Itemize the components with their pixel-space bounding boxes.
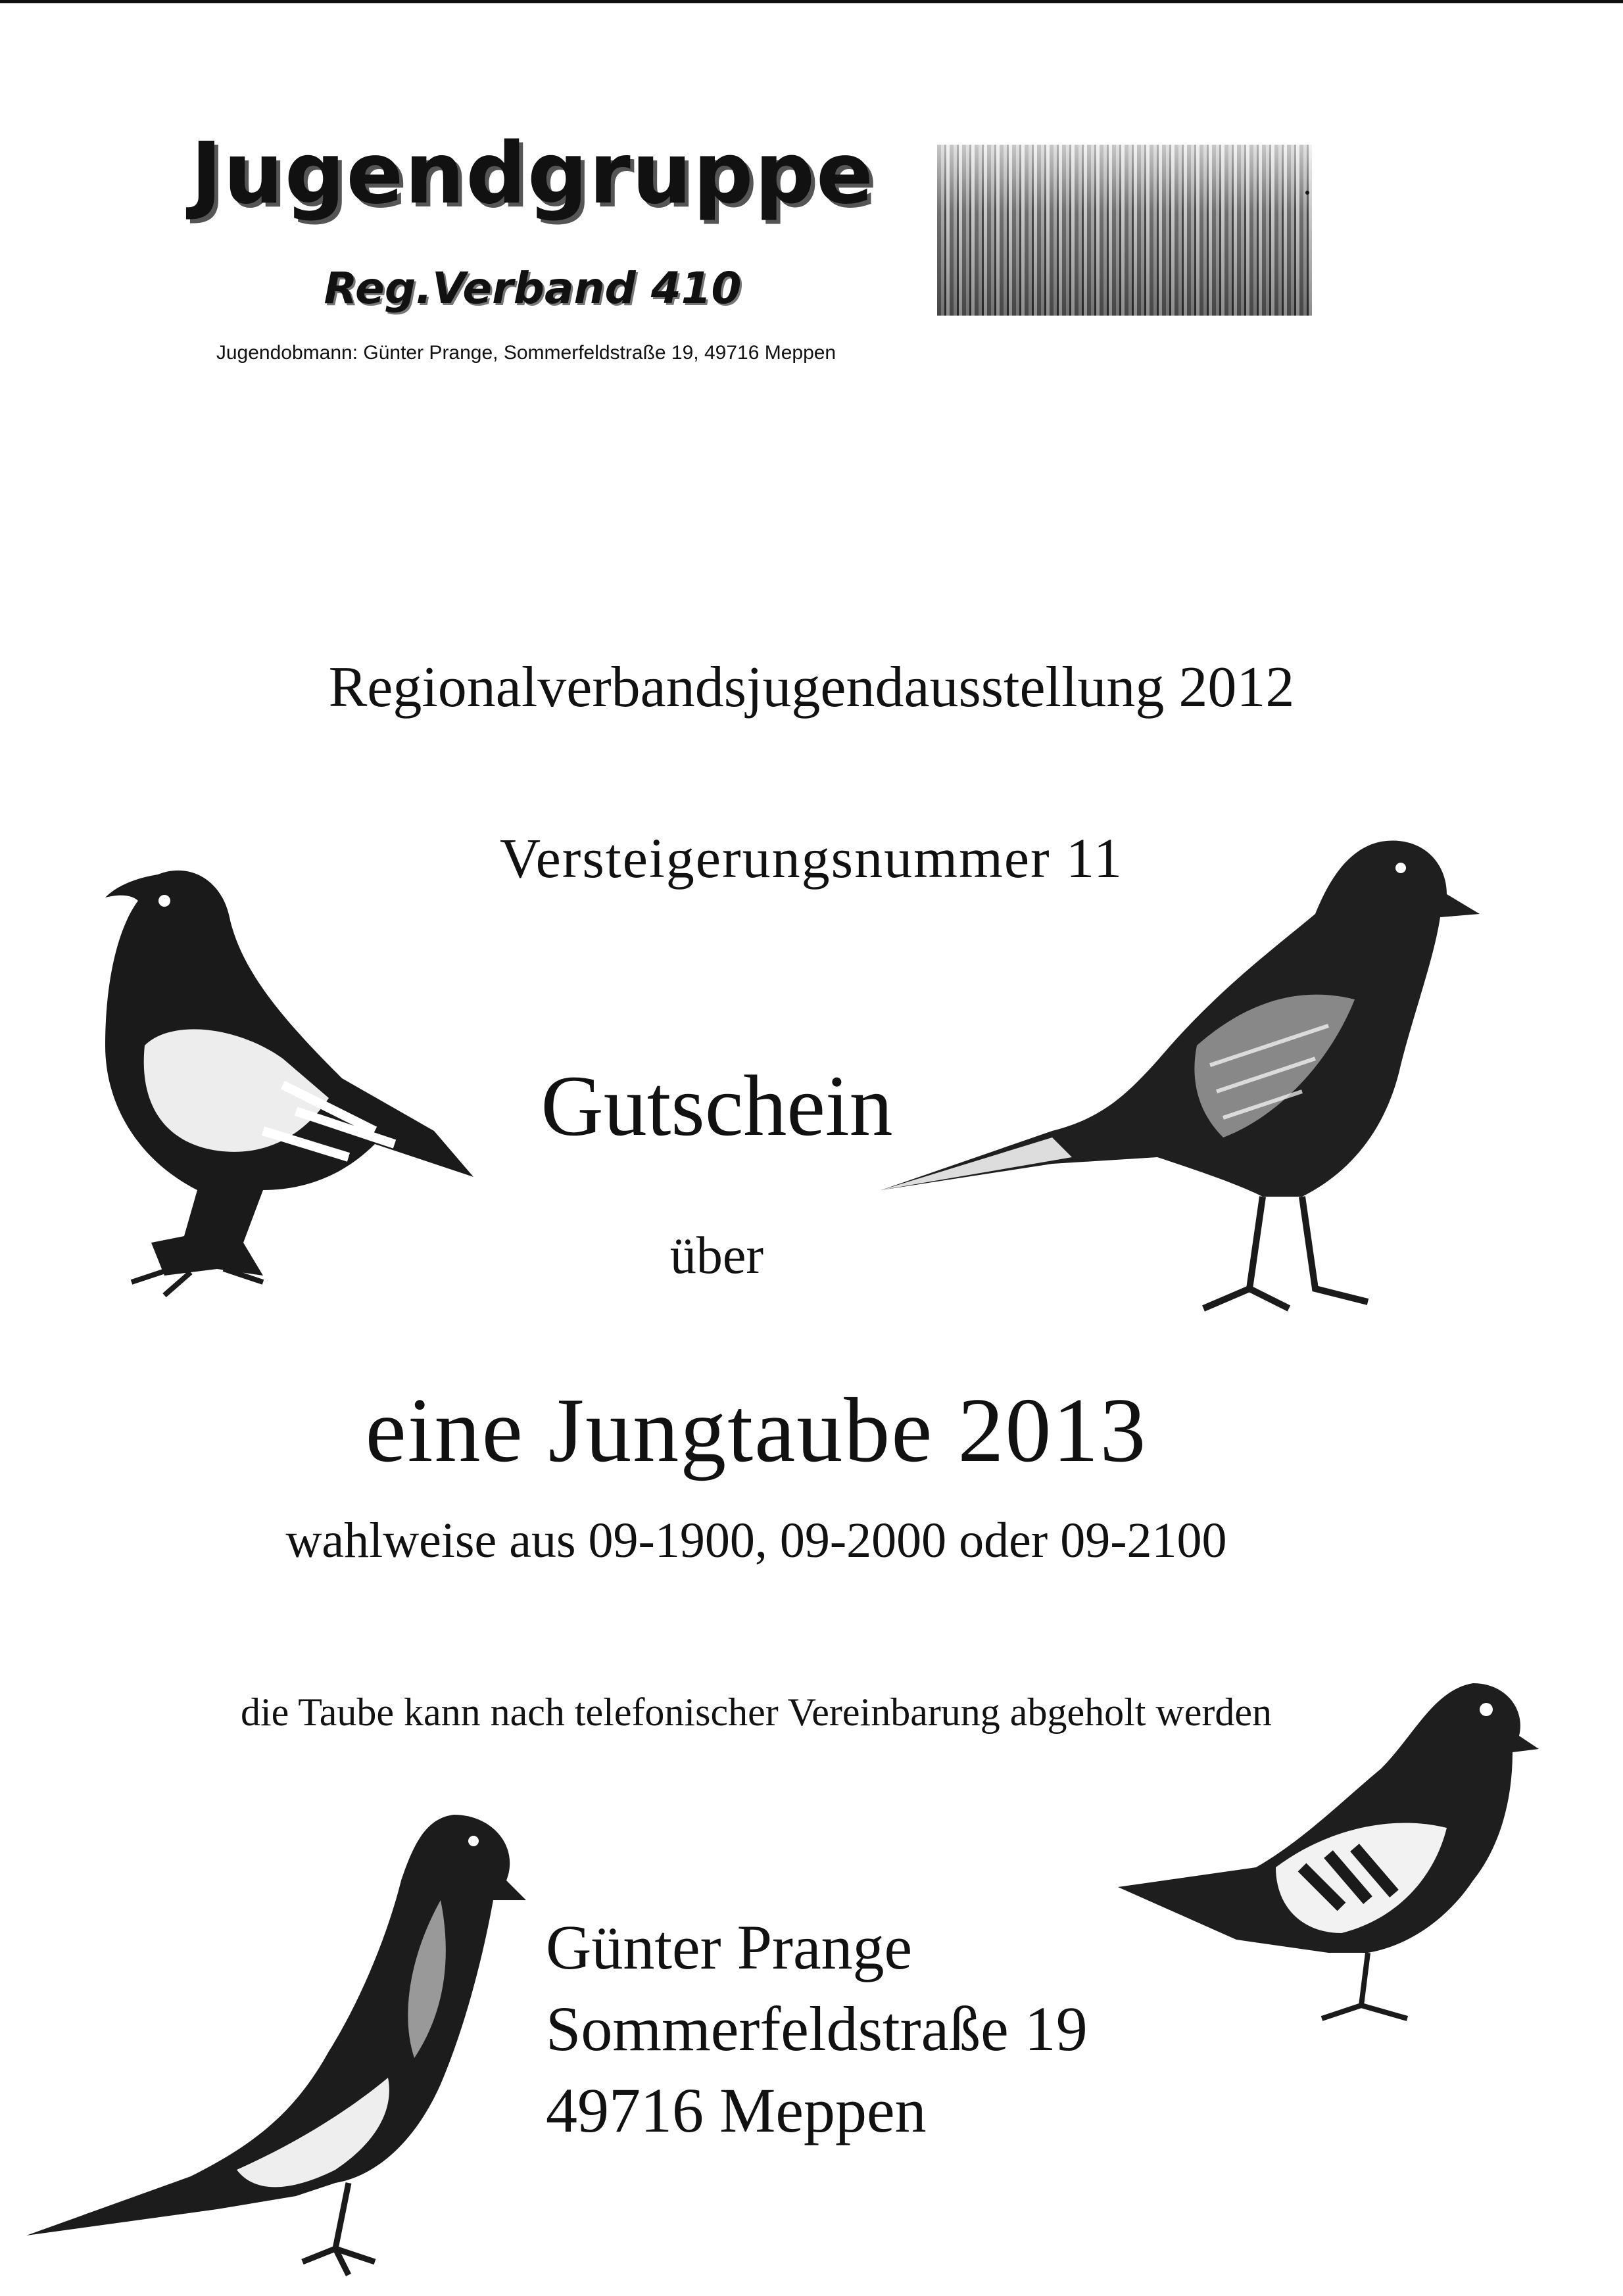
header-address: Jugendobmann: Günter Prange, Sommerfeldstraße 19, 49716 Meppen (216, 342, 836, 364)
event-title: Regionalverbandsjugendausstellung 2012 (328, 656, 1295, 719)
pigeon-illustration-bottom-left (20, 1802, 526, 2288)
logo-subtitle: Reg.Verband 410 (324, 263, 742, 314)
over-word: über (669, 1227, 764, 1285)
contact-street: Sommerfeldstraße 19 (546, 1994, 1088, 2064)
item-choice: wahlweise aus 09-1900, 09-2000 oder 09-2100 (285, 1513, 1227, 1568)
pickup-note: die Taube kann nach telefonischer Vereinbarung abgeholt werden (241, 1690, 1272, 1734)
item-title: eine Jungtaube 2013 (365, 1379, 1148, 1481)
pigeon-illustration-left (66, 848, 539, 1322)
contact-city: 49716 Meppen (546, 2075, 927, 2145)
contact-name: Günter Prange (546, 1912, 913, 1982)
top-rule (0, 0, 1623, 3)
logo-title: Jugendgruppe (191, 125, 875, 223)
voucher-heading: Gutschein (541, 1057, 893, 1154)
photo-speck (1305, 191, 1309, 195)
lot-number: Versteigerungsnummer 11 (500, 826, 1123, 890)
loft-photo (937, 145, 1312, 316)
pigeon-illustration-right (855, 828, 1486, 1354)
pigeon-illustration-bottom-right (1105, 1670, 1539, 2038)
